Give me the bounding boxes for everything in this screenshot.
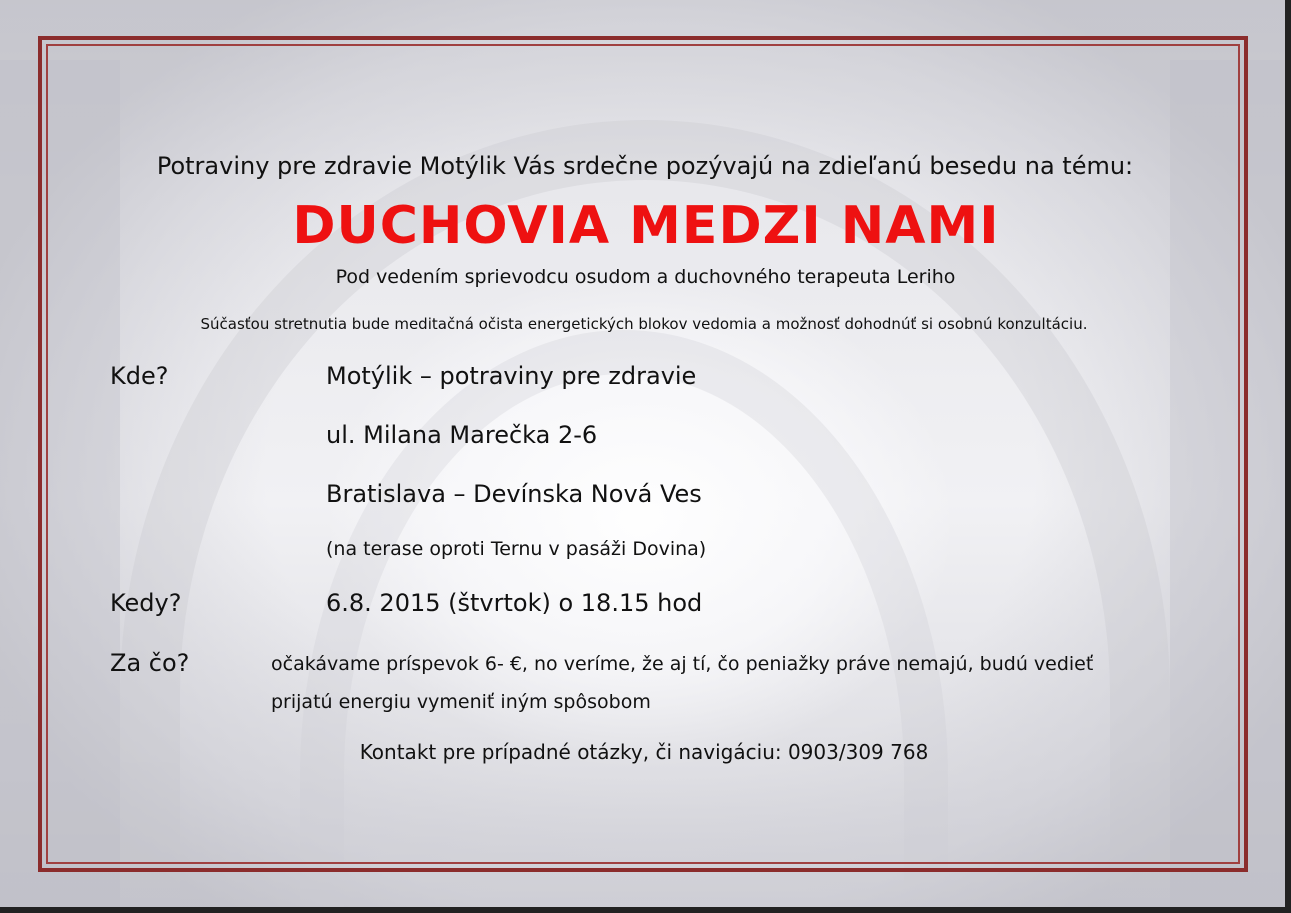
where-street: ul. Milana Marečka 2-6 [326, 421, 598, 449]
fee-text-line2: prijatú energiu vymeniť iným spôsobom [271, 691, 651, 713]
event-note: Súčasťou stretnutia bude meditačná očista energetických blokov vedomia a možnosť dohodnúť si osobnú konzultáciu. [200, 315, 1088, 333]
contact-info: Kontakt pre prípadné otázky, či navigáciu: 0903/309 768 [359, 740, 929, 764]
where-city: Bratislava – Devínska Nová Ves [326, 480, 702, 508]
when-label: Kedy? [110, 589, 182, 617]
event-subtitle: Pod vedením sprievodcu osudom a duchovného terapeuta Leriho [335, 266, 956, 288]
when-value: 6.8. 2015 (štvrtok) o 18.15 hod [326, 589, 703, 617]
where-venue: Motýlik – potraviny pre zdravie [326, 362, 697, 390]
where-directions: (na terase oproti Ternu v pasáži Dovina) [326, 538, 707, 560]
where-label: Kde? [110, 362, 169, 390]
fee-text-line1: očakávame príspevok 6- €, no veríme, že aj tí, čo peniažky práve nemajú, budú vedieť [271, 653, 1094, 675]
invitation-intro: Potraviny pre zdravie Motýlik Vás srdečne pozývajú na zdieľanú besedu na tému: [156, 152, 1134, 180]
fee-label: Za čo? [110, 649, 190, 677]
bottom-edge-rule [0, 907, 1291, 913]
event-title: DUCHOVIA MEDZI NAMI [292, 196, 1000, 256]
right-edge-rule [1285, 0, 1291, 913]
